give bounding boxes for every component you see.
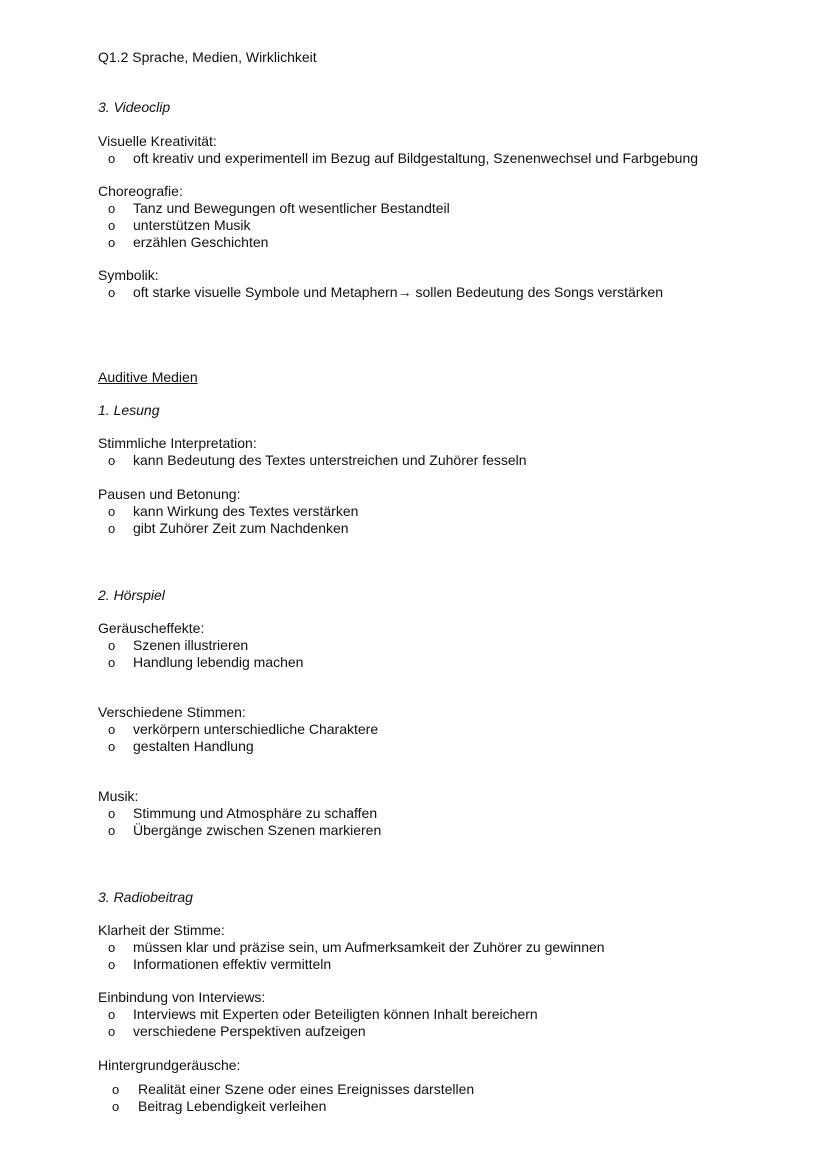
label-symbolik: Symbolik: <box>98 267 159 283</box>
subheading-hoerspiel: 2. Hörspiel <box>98 587 165 603</box>
bullet-icon: o <box>108 285 116 300</box>
bullet-icon: o <box>108 739 116 754</box>
label-musik: Musik: <box>98 788 139 804</box>
label-klarheit-stimme: Klarheit der Stimme: <box>98 922 225 938</box>
subheading-lesung: 1. Lesung <box>98 402 160 418</box>
bullet-icon: o <box>108 655 116 670</box>
section-heading-auditive-medien: Auditive Medien <box>98 369 198 385</box>
bullet-icon: o <box>108 823 116 838</box>
bullet-icon: o <box>108 1007 116 1022</box>
bullet-icon: o <box>108 218 116 233</box>
arrow-right-icon: → <box>397 284 412 300</box>
bullet-icon: o <box>108 638 116 653</box>
bullet-icon: o <box>108 722 116 737</box>
bullet-icon: o <box>108 806 116 821</box>
label-choreografie: Choreografie: <box>98 183 183 199</box>
bullet-icon: o <box>108 201 116 216</box>
label-stimmliche-interpretation: Stimmliche Interpretation: <box>98 435 257 451</box>
label-visuelle-kreativitaet: Visuelle Kreativität: <box>98 133 217 149</box>
label-verschiedene-stimmen: Verschiedene Stimmen: <box>98 704 246 720</box>
bullet-icon: o <box>112 1082 120 1097</box>
bullet-icon: o <box>108 957 116 972</box>
bullet-icon: o <box>108 521 116 536</box>
bullet-icon: o <box>112 1099 120 1114</box>
bullet-icon: o <box>108 1024 116 1039</box>
document-title: Q1.2 Sprache, Medien, Wirklichkeit <box>98 49 317 65</box>
label-einbindung-interviews: Einbindung von Interviews: <box>98 989 266 1005</box>
subheading-radiobeitrag: 3. Radiobeitrag <box>98 889 193 905</box>
bullet-icon: o <box>108 453 116 468</box>
label-pausen-betonung: Pausen und Betonung: <box>98 486 241 502</box>
bullet-icon: o <box>108 940 116 955</box>
label-geraeuscheffekte: Geräuscheffekte: <box>98 620 205 636</box>
bullet-icon: o <box>108 151 116 166</box>
label-hintergrundgeraeusche: Hintergrundgeräusche: <box>98 1057 241 1073</box>
bullet-icon: o <box>108 504 116 519</box>
bullet-icon: o <box>108 235 116 250</box>
section-heading-videoclip: 3. Videoclip <box>98 99 171 115</box>
